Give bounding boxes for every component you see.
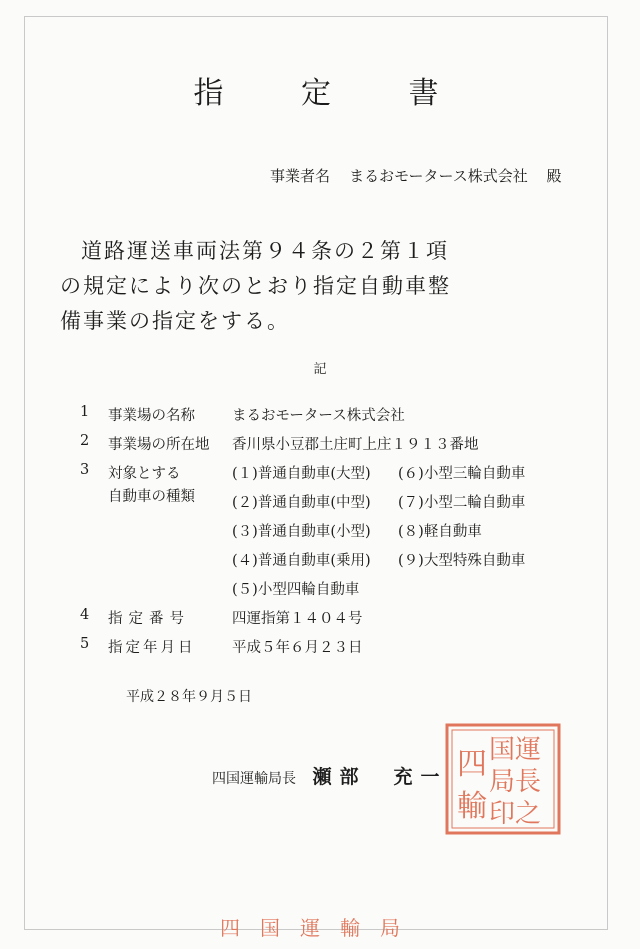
item-value: 四運指第１４０４号: [232, 611, 363, 627]
item-number: 5: [80, 636, 90, 652]
vehicle-types: [232, 462, 525, 607]
vehicle-type: (１)普通自動車(大型): [232, 466, 371, 482]
seal-char: 長: [514, 767, 542, 797]
seal-char: 国: [488, 735, 516, 765]
item-value: 香川県小豆郡土庄町上庄１９１３番地: [232, 437, 479, 453]
item-label: 指定番号: [108, 611, 190, 627]
vehicle-type: (３)普通自動車(小型): [232, 524, 371, 540]
item-label: 事業場の名称: [108, 408, 195, 424]
signer-title: 四国運輸局長: [212, 771, 296, 787]
item-value: 平成５年６月２３日: [232, 640, 363, 656]
seal-char: 運: [514, 735, 542, 765]
vehicle-type: (８)軽自動車: [398, 524, 482, 540]
issue-date: 平成２８年９月５日: [126, 689, 252, 705]
ki-heading: 記: [313, 362, 327, 377]
recipient-line: [270, 165, 562, 186]
document-title: [0, 68, 640, 112]
body-line: の規定により次のとおり指定自動車整: [60, 274, 451, 298]
seal-char: 局: [488, 767, 516, 797]
body-line: 道路運送車両法第９４条の２第１項: [81, 239, 449, 263]
item-number: 1: [80, 404, 90, 420]
item-number: 4: [80, 607, 90, 623]
recipient-honorific: 殿: [546, 167, 562, 185]
footer-office: 四国運輸局: [220, 916, 420, 940]
vehicle-type: (５)小型四輪自動車: [232, 582, 360, 598]
signer-name: 瀬部 充一: [312, 766, 448, 788]
item-label-line: 対象とする: [108, 466, 181, 482]
vehicle-type: (４)普通自動車(乗用): [232, 553, 371, 569]
vehicle-row: [232, 549, 525, 578]
title-char: 書: [408, 76, 447, 111]
body-line: 備事業の指定をする。: [60, 309, 290, 333]
item-value: まるおモータース株式会社: [232, 408, 405, 424]
item-number: 2: [80, 433, 90, 449]
seal-char: 之: [514, 799, 542, 829]
item-label-line: 自動車の種類: [108, 489, 195, 505]
title-char: 定: [301, 76, 339, 111]
item-label: [108, 462, 228, 512]
recipient-label: 事業者名: [270, 167, 331, 185]
item-label: 指定年月日: [108, 640, 196, 656]
vehicle-row: [232, 462, 525, 491]
seal-char: 印: [488, 799, 516, 829]
recipient-name: まるおモータース株式会社: [349, 167, 528, 185]
body-text: [60, 234, 600, 339]
item-label: 事業場の所在地: [108, 437, 210, 453]
vehicle-row: [232, 491, 525, 520]
vehicle-type: (７)小型二輪自動車: [398, 495, 526, 511]
title-char: 指: [193, 76, 232, 111]
vehicle-type: (６)小型三輪自動車: [398, 466, 526, 482]
seal-char: 輸: [457, 789, 487, 824]
vehicle-type: (９)大型特殊自動車: [398, 553, 526, 569]
seal-char: 四: [457, 747, 487, 782]
vehicle-row: [232, 578, 525, 607]
signer-line: [212, 762, 447, 789]
item-number: 3: [80, 462, 90, 478]
vehicle-row: [232, 520, 525, 549]
vehicle-type: (２)普通自動車(中型): [232, 495, 371, 511]
official-seal: [444, 722, 562, 836]
